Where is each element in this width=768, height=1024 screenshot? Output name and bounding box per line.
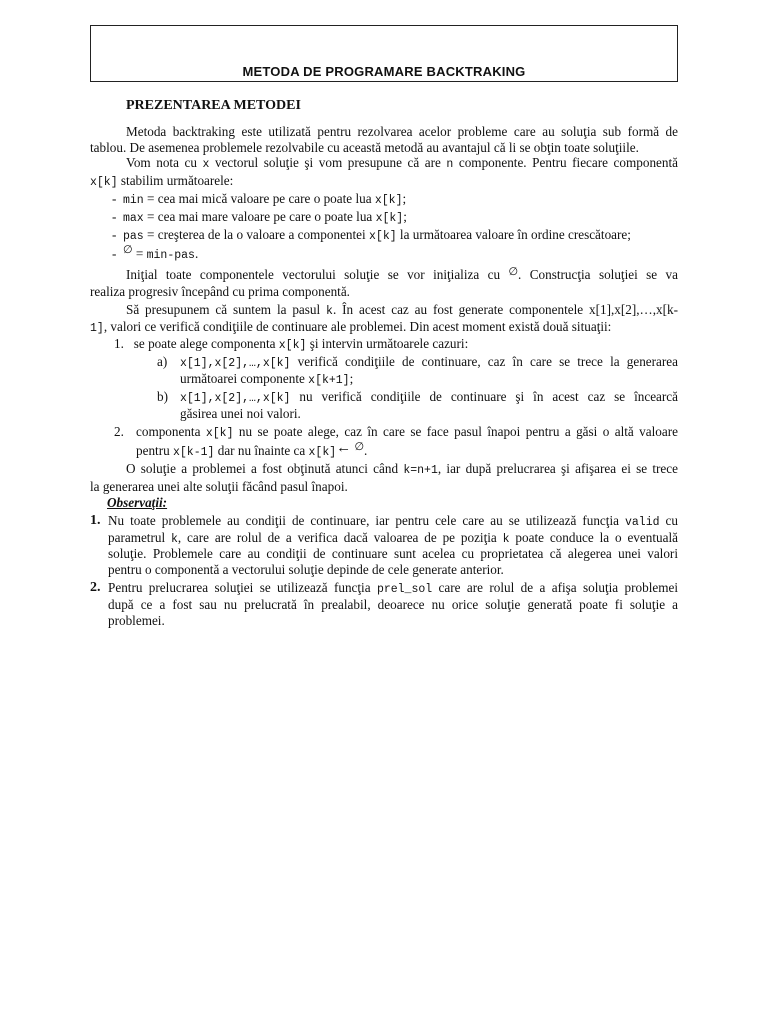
observatii-heading: Observaţii: (107, 495, 168, 510)
case2-line2: pentru x[k-1] dar nu înainte ca x[k]← ∅. (136, 440, 368, 459)
obs1-line4: pentru o componentă a vectorului soluţie depinde de cele generate anterior. (108, 562, 504, 577)
p4-line2: 1], valori ce verifică condiţiile de continuare ale problemei. Din acest moment există două situaţii: (90, 319, 612, 335)
p5-line2: la generarea unei alte soluţii făcând pasul înapoi. (90, 479, 348, 494)
obs2-num: 2. (90, 580, 101, 595)
case1b-letter: b) (157, 389, 168, 404)
p5-line1: O soluţie a problemei a fost obţinută atunci când k=n+1, iar după prelucrarea şi afişarea ei se trece (126, 461, 678, 477)
case1b-line2: găsirea unei noi valori. (180, 406, 301, 421)
case1a-line1: x[1],x[2],…,x[k] verifică condiţiile de continuare, caz în care se trece la generarea (180, 354, 678, 370)
p2-line1: Vom nota cu x vectorul soluţie şi vom presupune că are n componente. Pentru fiecare componentă (126, 155, 678, 171)
p1-line1: Metoda backtraking este utilizată pentru rezolvarea acelor probleme care au soluţia sub formă de (126, 124, 678, 139)
obs1-line1: Nu toate problemele au condiţii de continuare, iar pentru cele care au se utilizează funcţia valid cu (108, 513, 678, 529)
empty-set-symbol: ∅ (508, 266, 519, 278)
p3-line1: Iniţial toate componentele vectorului soluţie se vor iniţializa cu ∅. Construcţia soluţiei se va (126, 266, 678, 282)
case1a-line2: următoarei componente x[k+1]; (180, 371, 354, 387)
obs2-line1: Pentru prelucrarea soluţiei se utilizează funcţia prel_sol care are rolul de a afişa soluţia problemei (108, 580, 678, 596)
section-title: PREZENTAREA METODEI (126, 98, 301, 113)
case2-num: 2. (114, 424, 124, 439)
obs2-line3: problemei. (108, 613, 165, 628)
title-box (90, 25, 678, 82)
def-min: - min = cea mai mică valoare pe care o poate lua x[k]; (112, 191, 407, 207)
obs1-line3: soluţie. Problemele care au condiţii de continuare sunt acelea cu proprietatea că alegerea unei valori (108, 546, 678, 561)
def-empty: - ∅ = min-pas. (112, 244, 199, 262)
def-max: - max = cea mai mare valoare pe care o poate lua x[k]; (112, 209, 407, 225)
empty-set-symbol: ∅ (354, 441, 365, 453)
case1a-letter: a) (157, 354, 168, 369)
document-title: METODA DE PROGRAMARE BACKTRAKING (242, 64, 526, 79)
p3-line2: realiza progresiv începând cu prima componentă. (90, 284, 350, 299)
obs2-line2: după ce a fost sau nu prelucrată în prealabil, deoarece nu orice soluţie generată poate fi soluţie a (108, 597, 678, 612)
p1-line2: tablou. De asemenea problemele rezolvabile cu această metodă au avantajul că li se obţin toate soluţiile. (90, 140, 639, 155)
left-arrow-symbol: ← (336, 440, 352, 456)
obs1-line2: parametrul k, care are rolul de a verifica dacă valoarea de pe poziţia k poate conduce la o eventuală (108, 530, 678, 546)
p2-line2: x[k] stabilim următoarele: (90, 173, 234, 189)
p4-line1: Să presupunem că suntem la pasul k. În acest caz au fost generate componentele x[1],x[2],…,x[k- (126, 302, 678, 318)
obs1-num: 1. (90, 513, 101, 528)
case2-line1: componenta x[k] nu se poate alege, caz în care se face pasul înapoi pentru a găsi o altă valoare (136, 424, 678, 440)
empty-set-symbol: ∅ (123, 244, 133, 256)
def-pas: - pas = creşterea de la o valoare a componentei x[k] la următoarea valoare în ordine crescătoare; (112, 227, 631, 243)
case1b-line1: x[1],x[2],…,x[k] nu verifică condiţiile de continuare şi în acest caz se încearcă (180, 389, 678, 405)
case1-item: 1. se poate alege componenta x[k] şi intervin următoarele cazuri: (114, 336, 469, 352)
